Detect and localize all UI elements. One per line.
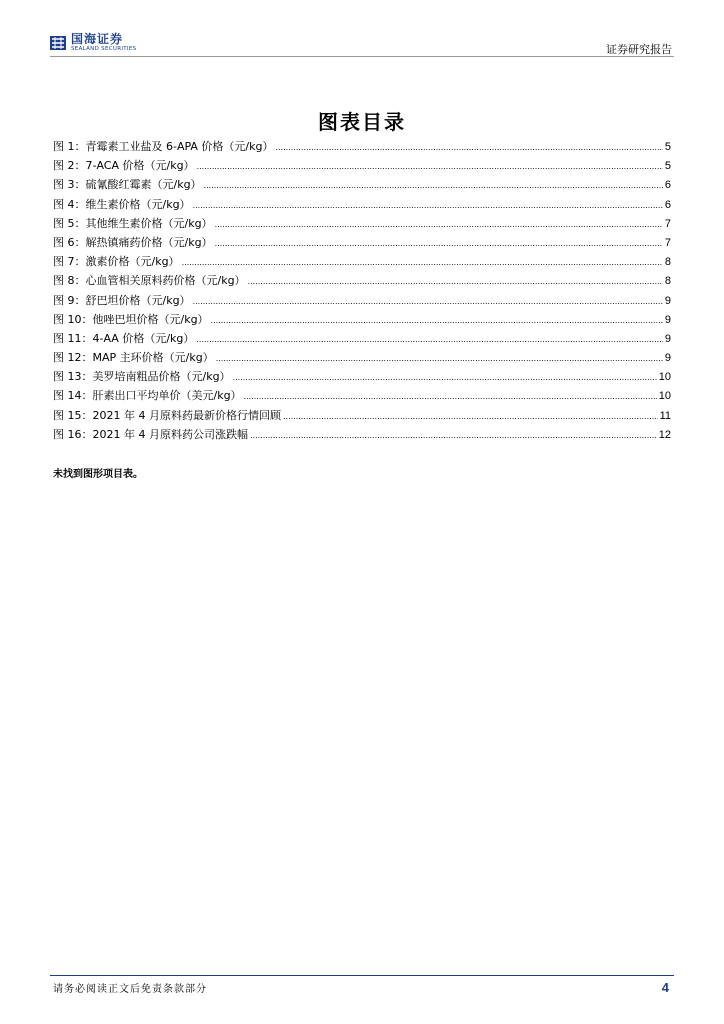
toc-entry-page[interactable]: 5	[664, 160, 671, 173]
toc-leader-dots	[244, 392, 657, 401]
toc-entry-page[interactable]: 12	[658, 428, 671, 441]
logo-chinese-name: 国海证券	[71, 32, 124, 46]
table-of-figures	[53, 138, 671, 445]
toc-entry-label[interactable]: 图 8：心血管相关原料药价格（元/kg）	[53, 274, 246, 288]
toc-entry-label[interactable]: 图 14：肝素出口平均单价（美元/kg）	[53, 389, 242, 403]
sealand-logo-icon	[50, 35, 66, 51]
toc-entry-page[interactable]: 9	[664, 294, 671, 307]
toc-entry-label[interactable]: 图 16：2021 年 4 月原料药公司涨跌幅	[53, 427, 248, 441]
toc-leader-dots	[204, 181, 663, 190]
toc-entry-page[interactable]: 10	[658, 371, 671, 384]
toc-entry[interactable]	[53, 407, 671, 426]
company-logo	[50, 33, 136, 53]
toc-entry-page[interactable]: 9	[664, 332, 671, 345]
toc-entry-page[interactable]: 6	[664, 179, 671, 192]
toc-entry[interactable]	[53, 368, 671, 387]
page-title: 图表目录	[318, 110, 406, 134]
toc-entry-page[interactable]: 7	[664, 236, 671, 249]
toc-entry-page[interactable]: 5	[664, 141, 671, 153]
footer-divider	[50, 975, 674, 976]
toc-entry[interactable]	[53, 311, 671, 330]
toc-entry[interactable]	[53, 196, 671, 215]
toc-entry-label[interactable]: 图 7：激素价格（元/kg）	[53, 255, 180, 269]
toc-entry-label[interactable]: 图 11：4-AA 价格（元/kg）	[53, 331, 195, 345]
logo-english-name: SEALAND SECURITIES	[71, 46, 137, 52]
toc-entry-label[interactable]: 图 2：7-ACA 价格（元/kg）	[53, 159, 195, 173]
toc-leader-dots	[276, 143, 663, 152]
toc-entry[interactable]	[53, 292, 671, 311]
toc-leader-dots	[233, 373, 657, 382]
report-type-label: 证券研究报告	[606, 43, 672, 56]
toc-entry-label[interactable]: 图 5：其他维生素价格（元/kg）	[53, 216, 213, 230]
toc-leader-dots	[211, 316, 663, 325]
toc-entry[interactable]	[53, 330, 671, 349]
toc-leader-dots	[215, 239, 663, 248]
toc-entry-page[interactable]: 9	[664, 313, 671, 326]
toc-leader-dots	[215, 220, 663, 229]
toc-leader-dots	[216, 354, 663, 363]
toc-entry-label[interactable]: 图 13：美罗培南粗品价格（元/kg）	[53, 370, 231, 384]
toc-entry-page[interactable]: 7	[664, 217, 671, 230]
toc-entry-label[interactable]: 图 10：他唑巴坦价格（元/kg）	[53, 312, 209, 326]
toc-entry-page[interactable]: 8	[664, 256, 671, 269]
toc-entry-label[interactable]: 图 12：MAP 主环价格（元/kg）	[53, 351, 214, 365]
toc-entry-label[interactable]: 图 15：2021 年 4 月原料药最新价格行情回顾	[53, 408, 281, 422]
toc-entry-label[interactable]: 图 9：舒巴坦价格（元/kg）	[53, 293, 191, 307]
toc-leader-dots	[197, 162, 663, 171]
disclaimer-notice: 请务必阅读正文后免责条款部分	[53, 984, 207, 995]
no-items-notice: 未找到图形项目表。	[53, 469, 143, 480]
toc-leader-dots	[248, 277, 663, 286]
toc-entry-label[interactable]: 图 6：解热镇痛药价格（元/kg）	[53, 235, 213, 249]
toc-leader-dots	[250, 431, 657, 440]
toc-entry[interactable]	[53, 234, 671, 253]
toc-entry-label[interactable]: 图 3：硫氰酸红霉素（元/kg）	[53, 178, 202, 192]
toc-entry[interactable]	[53, 138, 671, 157]
page-header	[0, 0, 724, 60]
toc-entry[interactable]	[53, 426, 671, 445]
toc-entry[interactable]	[53, 157, 671, 176]
toc-leader-dots	[283, 412, 658, 421]
toc-entry-label[interactable]: 图 1：青霉素工业盐及 6-APA 价格（元/kg）	[53, 140, 274, 153]
header-divider	[50, 56, 674, 57]
toc-entry-page[interactable]: 9	[664, 352, 671, 365]
toc-entry[interactable]	[53, 349, 671, 368]
page-number: 4	[661, 980, 669, 995]
toc-leader-dots	[182, 258, 663, 267]
toc-entry[interactable]	[53, 215, 671, 234]
toc-leader-dots	[193, 297, 663, 306]
toc-entry-label[interactable]: 图 4：维生素价格（元/kg）	[53, 197, 191, 211]
toc-entry[interactable]	[53, 387, 671, 406]
toc-entry[interactable]	[53, 253, 671, 272]
toc-entry-page[interactable]: 10	[658, 390, 671, 403]
toc-entry[interactable]	[53, 272, 671, 291]
toc-entry-page[interactable]: 11	[659, 409, 671, 422]
toc-entry[interactable]	[53, 176, 671, 195]
toc-entry-page[interactable]: 8	[664, 275, 671, 288]
toc-leader-dots	[193, 201, 663, 210]
toc-leader-dots	[196, 335, 663, 344]
toc-entry-page[interactable]: 6	[664, 198, 671, 211]
